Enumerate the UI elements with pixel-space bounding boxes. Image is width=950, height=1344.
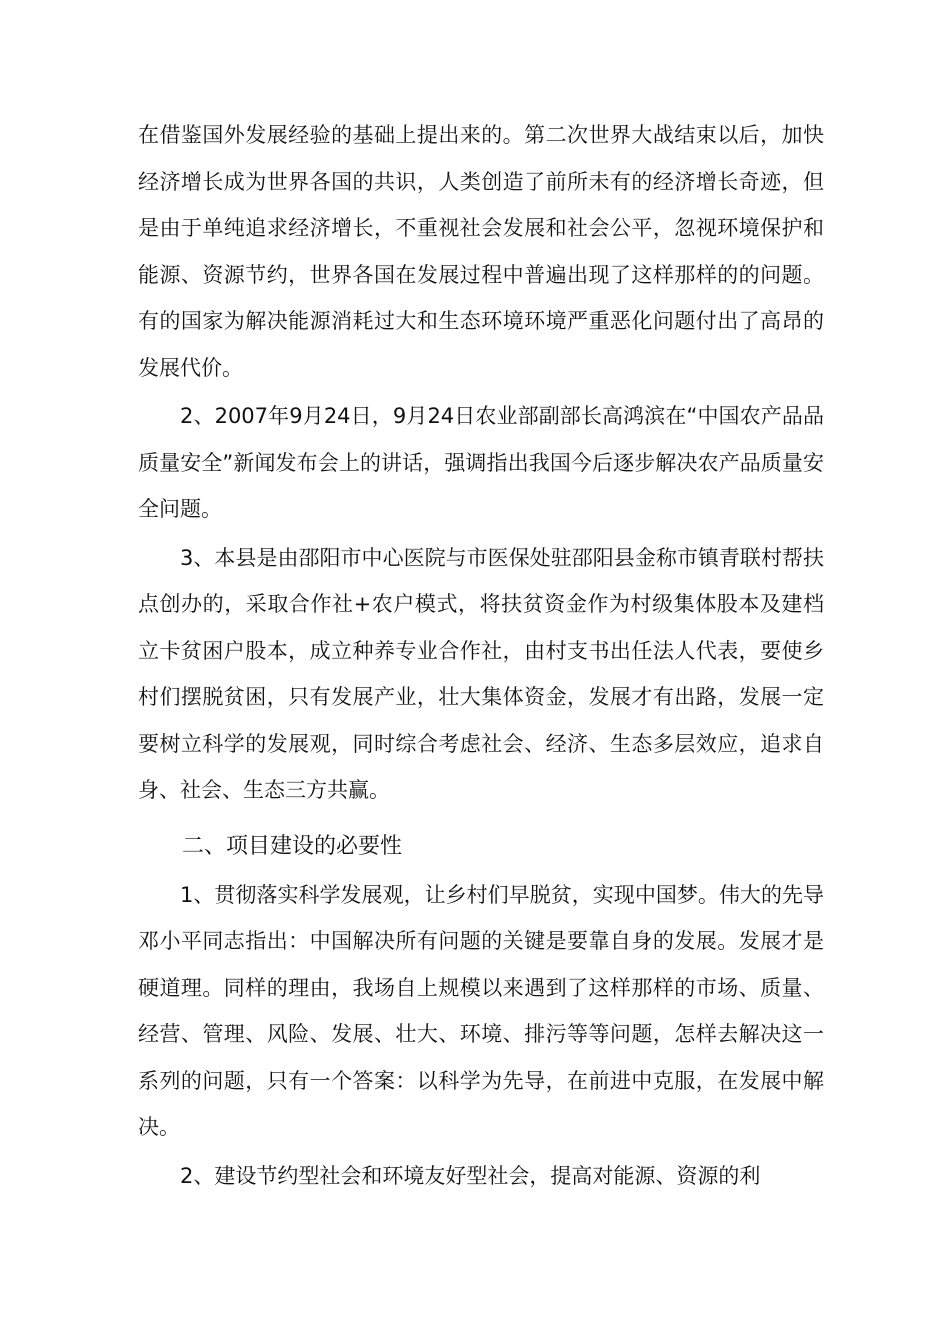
paragraph-continuation: 在借鉴国外发展经验的基础上提出来的。第二次世界大战结束以后，加快经济增长成为世界各国的共识，人类创造了前所未有的经济增长奇迹，但是由于单纯追求经济增长，不重视社会发展和社会公平，忽视环境保护和能源、资源节约，世界各国在发展过程中普遍出现了这样那样的的问题。有的国家为解决能源消耗过大和生态环境环境严重恶化问题付出了高昂的发展代价。	[138, 123, 824, 380]
paragraph-necessity-2: 2、建设节约型社会和环境友好型社会，提高对能源、资源的利	[180, 1163, 761, 1188]
section-heading: 二、项目建设的必要性	[182, 833, 403, 859]
paragraph-item-2: 2、2007年9月24日，9月24日农业部副部长高鸿滨在“中国农产品品质量安全”新闻发布会上的讲话，强调指出我国今后逐步解决农产品质量安全问题。	[138, 404, 824, 521]
paragraph-necessity-1: 1、贯彻落实科学发展观，让乡村们早脱贫，实现中国梦。伟大的先导邓小平同志指出：中国解决所有问题的关键是要靠自身的发展。发展才是硬道理。同样的理由，我场自上规模以来遇到了这样那样的市场、质量、经营、管理、风险、发展、壮大、环境、排污等等问题，怎样去解决这一系列的问题，只有一个答案：以科学为先导，在前进中克服，在发展中解决。	[138, 882, 824, 1139]
document-body	[138, 112, 824, 1201]
paragraph-item-3: 3、本县是由邵阳市中心医院与市医保处驻邵阳县金称市镇青联村帮扶点创办的，采取合作社+农户模式，将扶贫资金作为村级集体股本及建档立卡贫困户股本，成立种养专业合作社，由村支书出任法人代表，要使乡村们摆脱贫困，只有发展产业，壮大集体资金，发展才有出路，发展一定要树立科学的发展观，同时综合考虑社会、经济、生态多层效应，追求自身、社会、生态三方共赢。	[138, 545, 824, 802]
